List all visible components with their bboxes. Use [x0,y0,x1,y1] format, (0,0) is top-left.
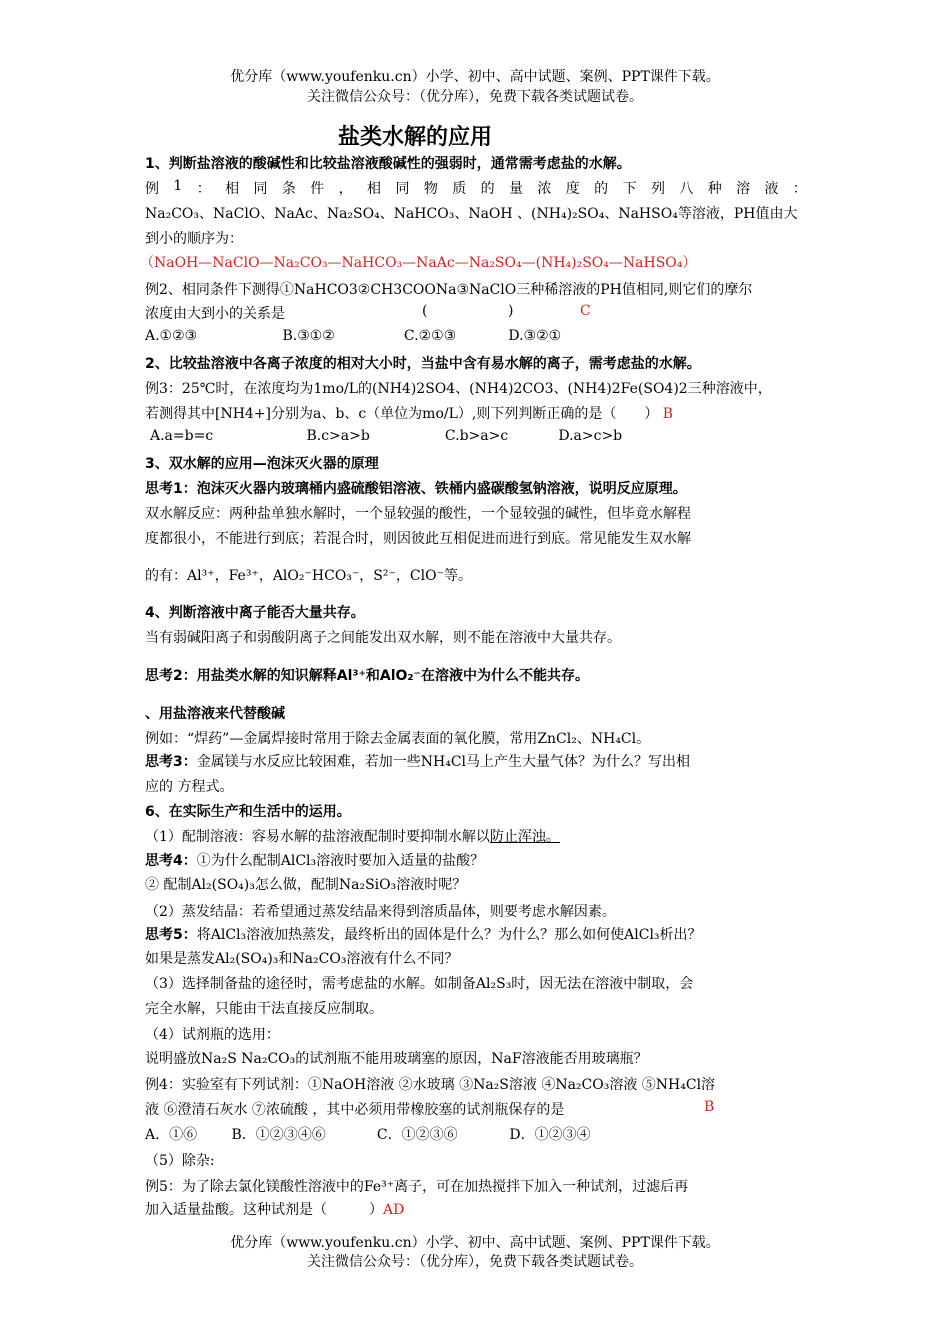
section-3-heading: 3、双水解的应用—泡沫灭火器的原理 [145,456,379,472]
example-4-answer: B [704,1099,715,1115]
word: 件 [310,181,325,197]
word: 1 [173,178,183,194]
footer-line-2: 关注微信公众号：（优分库），免费下载各类试题试卷。 [307,1254,643,1270]
think-5-label: 思考5： [145,927,197,943]
section-5-example: 例如：“焊药”—金属焊接时常用于除去金属表面的氧化膜，常用ZnCl₂、NH₄Cl。 [145,731,651,747]
option-d: D.a>c>b [558,428,623,444]
header-line-2: 关注微信公众号：（优分库），免费下载各类试题试卷。 [307,89,643,105]
example-5-question [145,1199,404,1219]
section-6-heading: 6、在实际生产和生活中的运用。 [145,804,351,820]
word: ： [196,181,211,197]
word: 的 [480,181,495,197]
example-3-question [145,403,673,423]
word: 条 [281,181,296,197]
bracket-open: ( [422,303,428,319]
word: ， [338,181,353,197]
example-3-text: 例3：25℃时，在浓度均为1mo/L的(NH4)2SO4、(NH4)2CO3、(NH4)2Fe(SO4)2三种溶液中， [145,381,772,397]
item-3: （3）选择制备盐的途径时，需考虑盐的水解。如制备Al₂S₃时，因无法在溶液中制取，会 [145,976,694,992]
double-hydrolysis-text-1: 双水解反应：两种盐单独水解时，一个显较强的酸性，一个显较强的碱性，但毕竟水解程 [145,506,691,522]
item-4-text: 说明盛放Na₂S Na₂CO₃的试剂瓶不能用玻璃塞的原因，NaF溶液能否用玻璃瓶？ [145,1051,648,1067]
think-3 [145,751,690,771]
example-5-answer: AD [383,1202,405,1218]
example-3-options [150,428,622,444]
item-4: （4）试剂瓶的选用： [145,1027,280,1043]
example-1-question: 到小的顺序为： [145,231,243,247]
think-4-text: ①为什么配制AlCl₃溶液时要加入适量的盐酸？ [196,853,485,869]
option-c: C．①②③⑥ [376,1127,458,1143]
word: 量 [509,181,523,197]
word: 例 [145,181,159,197]
option-a: A.①②③ [145,328,198,344]
option-b: B．①②③④⑥ [231,1127,326,1143]
question-text: 加入适量盐酸。这种试剂是（ ） [145,1202,383,1218]
option-d: D．①②③④ [509,1127,591,1143]
word: 的 [594,181,609,197]
word: 同 [253,181,268,197]
option-c: C.②①③ [403,328,457,344]
section-5-heading: 、用盐溶液来代替酸碱 [145,706,285,722]
example-4-question [145,1099,715,1119]
question-text: 浓度由大到小的关系是 [145,306,285,322]
option-d: D.③②① [508,328,562,344]
think-4 [145,850,484,870]
word: ： [792,181,807,197]
bracket-close: ) [508,303,514,319]
option-a: A.a=b=c [150,428,214,444]
word: 溶 [736,181,751,197]
option-c: C.b>a>c [444,428,509,444]
word: 物 [423,181,438,197]
option-b: B.③①② [282,328,335,344]
word: 相 [367,181,382,197]
example-4-options [145,1124,591,1144]
think-5-cont: 如果是蒸发Al₂(SO₄)₃和Na₂CO₃溶液有什么不同？ [145,951,459,967]
page-title: 盐类水解的应用 [338,125,493,150]
footer-line-1: 优分库（www.youfenku.cn）小学、初中、高中试题、案例、PPT课件下载。 [230,1235,720,1251]
think-5 [145,924,702,944]
think-5-text: 将AlCl₃溶液加热蒸发，最终析出的固体是什么？为什么？那么如何使AlCl₃析出？ [196,927,702,943]
item-1-text: （1）配制溶液：容易水解的盐溶液配制时要抑制水解以 [145,829,490,845]
think-3-text: 金属镁与水反应比较困难，若加一些NH₄Cl马上产生大量气体？为什么？写出相 [196,754,691,770]
think-3-label: 思考3： [145,754,197,770]
section-1-heading: 1、判断盐溶液的酸碱性和比较盐溶液酸碱性的强弱时，通常需考虑盐的水解。 [145,156,631,172]
question-text: 液 ⑥澄清石灰水 ⑦浓硫酸 ，其中必须用带橡胶塞的试剂瓶保存的是 [145,1102,565,1118]
think-2: 思考2：用盐类水解的知识解释Al³⁺和AlO₂⁻在溶液中为什么不能共存。 [145,668,589,684]
word: 种 [707,181,722,197]
section-2-heading: 2、比较盐溶液中各离子浓度的相对大小时，当盐中含有易水解的离子，需考虑盐的水解。 [145,356,701,372]
option-a: A．①⑥ [145,1127,198,1143]
example-1-salts: Na₂CO₃、NaClO、NaAc、Na₂SO₄、NaHCO₃、NaOH 、(NH₄)₂SO₄、NaHSO₄等溶液，PH值由大 [145,206,798,222]
example-5-text: 例5：为了除去氯化镁酸性溶液中的Fe³⁺离子，可在加热搅拌下加入一种试剂，过滤后再 [145,1179,689,1195]
word: 列 [650,181,665,197]
item-2: （2）蒸发结晶：若希望通过蒸发结晶来得到溶质晶体，则要考虑水解因素。 [145,904,616,920]
section-4-heading: 4、判断溶液中离子能否大量共存。 [145,605,365,621]
word: 同 [395,181,410,197]
example-1-answer: （NaOH—NaClO—Na₂CO₃—NaHCO₃—NaAc—Na₂SO₄—(NH₄)₂SO₄—NaHSO₄） [140,255,697,271]
item-3-cont: 完全水解，只能由干法直接反应制取。 [145,1001,383,1017]
word: 下 [622,181,637,197]
option-b: B.c>a>b [306,428,370,444]
double-hydrolysis-text-2: 度都很小，不能进行到底；若混合时，则因彼此互相促进而进行到底。常见能发生双水解 [145,531,691,547]
item-1 [145,826,560,846]
section-4-text: 当有弱碱阳离子和弱酸阴离子之间能发出双水解，则不能在溶液中大量共存。 [145,630,621,646]
example-2-text: 例2、相同条件下测得①NaHCO3②CH3COONa③NaClO三种稀溶液的PH值相同,则它们的摩尔 [145,282,753,298]
item-5: （5）除杂: [145,1153,215,1169]
example-2-question [145,303,591,323]
think-3-cont: 应的 方程式。 [145,779,234,795]
word: 八 [679,181,694,197]
word: 浓 [537,181,552,197]
word: 相 [225,181,240,197]
word: 液 [764,181,779,197]
double-hydrolysis-ions: 的有：Al³⁺，Fe³⁺，AlO₂⁻HCO₃⁻，S²⁻，ClO⁻等。 [145,568,472,584]
item-1-underlined: 防止浑浊。 [489,829,560,845]
think-4-label: 思考4： [145,853,197,869]
example-2-options [145,328,561,344]
example-4-text: 例4：实验室有下列试剂：①NaOH溶液 ②水玻璃 ③Na₂S溶液 ④Na₂CO₃溶液 ⑤NH₄Cl溶 [145,1077,716,1093]
example-2-answer: C [580,303,591,319]
think-4-cont: ② 配制Al₂(SO₄)₃怎么做，配制Na₂SiO₃溶液时呢？ [145,877,467,893]
word: 度 [565,181,580,197]
example-1-intro [145,178,807,198]
example-3-answer: B [662,406,674,422]
header-line-1: 优分库（www.youfenku.cn）小学、初中、高中试题、案例、PPT课件下载。 [230,69,720,85]
question-text: 若测得其中[NH4+]分别为a、b、c（单位为mo/L）,则下列判断正确的是（ ） [145,406,659,422]
think-1: 思考1：泡沫灭火器内玻璃桶内盛硫酸铝溶液、铁桶内盛碳酸氢钠溶液，说明反应原理。 [145,481,687,497]
word: 质 [452,181,467,197]
